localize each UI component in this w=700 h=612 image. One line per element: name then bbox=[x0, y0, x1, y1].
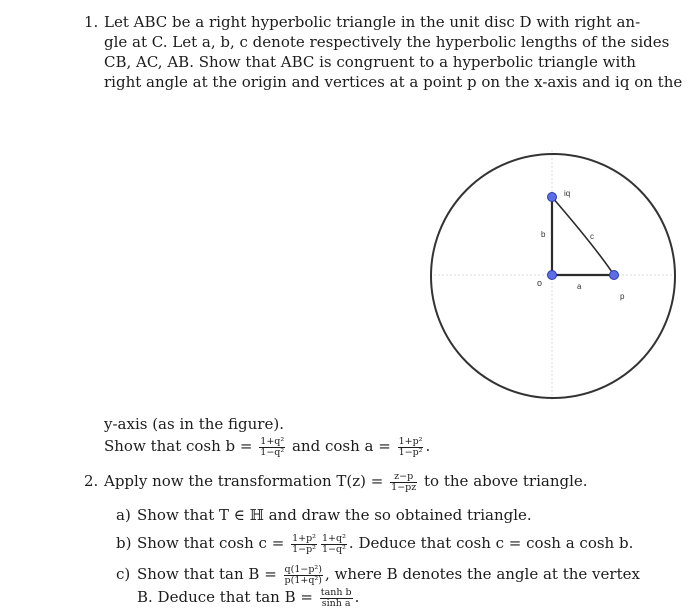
problem-2-number: 2. bbox=[84, 472, 99, 490]
problem-2-intro-suffix: to the above triangle. bbox=[424, 472, 588, 490]
part-b-suffix: . Deduce that cosh c = cosh a cosh b. bbox=[348, 534, 634, 552]
vertex-origin bbox=[548, 271, 557, 280]
poincare-disc-figure bbox=[420, 140, 680, 420]
label-a: a bbox=[577, 282, 582, 291]
show-cosh-a-text: and cosh a = bbox=[291, 437, 391, 455]
fraction-cosh-a bbox=[398, 437, 424, 458]
part-c-line-1 bbox=[137, 564, 640, 586]
label-p: p bbox=[620, 292, 625, 301]
fraction-numerator: tanh b bbox=[320, 586, 352, 598]
part-c-line-2-prefix: B. Deduce that tan B = bbox=[137, 588, 313, 606]
part-b-marker: b) bbox=[116, 534, 132, 552]
fraction-denominator: 1−q² bbox=[322, 543, 346, 555]
problem-1-line-3: CB, AC, AB. Show that ABC is congruent to a hyperbolic triangle with bbox=[104, 53, 636, 71]
fraction-cosh-b bbox=[259, 437, 285, 458]
fraction-cosh-c-1 bbox=[291, 534, 317, 555]
fraction-tanh-over-sinh bbox=[320, 588, 353, 609]
problem-1-line-1: Let ABC be a right hyperbolic triangle in the unit disc D with right an- bbox=[104, 13, 641, 31]
problem-1-number: 1. bbox=[84, 13, 99, 31]
fraction-transformation bbox=[390, 472, 417, 493]
fraction-denominator: 1−pz bbox=[391, 481, 417, 493]
fraction-numerator: 1+p² bbox=[398, 435, 423, 447]
problem-1-line-2: gle at C. Let a, b, c denote respectively the hyperbolic lengths of the sides bbox=[104, 33, 670, 51]
problem-1-show-line bbox=[104, 436, 430, 458]
problem-1-continuation: y-axis (as in the figure). bbox=[104, 415, 284, 433]
part-b-text bbox=[137, 533, 633, 555]
fraction-denominator: 1−p² bbox=[292, 543, 316, 555]
fraction-numerator: z−p bbox=[394, 470, 414, 482]
part-c-suffix: , where B denotes the angle at the vertex bbox=[324, 565, 640, 583]
part-b-prefix: Show that cosh c = bbox=[137, 534, 285, 552]
problem-2-intro bbox=[104, 471, 588, 493]
fraction-cosh-c-2 bbox=[321, 534, 347, 555]
label-b: b bbox=[541, 230, 546, 239]
part-a-marker: a) bbox=[116, 506, 131, 524]
part-c-marker: c) bbox=[116, 565, 131, 583]
part-c-line-2 bbox=[137, 587, 359, 609]
vertex-iq bbox=[548, 193, 557, 202]
fraction-tan-b bbox=[284, 565, 323, 586]
fraction-denominator: 1−p² bbox=[398, 446, 423, 458]
label-c: c bbox=[590, 232, 594, 241]
fraction-numerator: 1+q² bbox=[260, 435, 285, 447]
part-c-prefix: Show that tan B = bbox=[137, 565, 277, 583]
label-iq: iq bbox=[564, 189, 571, 198]
fraction-numerator: q(1−p²) bbox=[284, 563, 322, 575]
fraction-numerator: 1+q² bbox=[322, 532, 346, 544]
period: . bbox=[354, 588, 360, 606]
fraction-denominator: sinh a bbox=[321, 597, 351, 609]
side-c bbox=[552, 197, 614, 275]
fraction-denominator: p(1+q²) bbox=[284, 574, 322, 586]
vertex-p bbox=[610, 271, 619, 280]
show-cosh-b-text: Show that cosh b = bbox=[104, 437, 253, 455]
fraction-denominator: 1−q² bbox=[260, 446, 285, 458]
part-a-text: Show that T ∈ ℍ and draw the so obtained triangle. bbox=[137, 506, 532, 524]
label-origin: o bbox=[537, 278, 543, 288]
fraction-numerator: 1+p² bbox=[292, 532, 316, 544]
problem-2-intro-prefix: Apply now the transformation T(z) = bbox=[104, 472, 384, 490]
period: . bbox=[425, 437, 431, 455]
problem-1-line-4: right angle at the origin and vertices at a point p on the x-axis and iq on the bbox=[104, 73, 683, 91]
